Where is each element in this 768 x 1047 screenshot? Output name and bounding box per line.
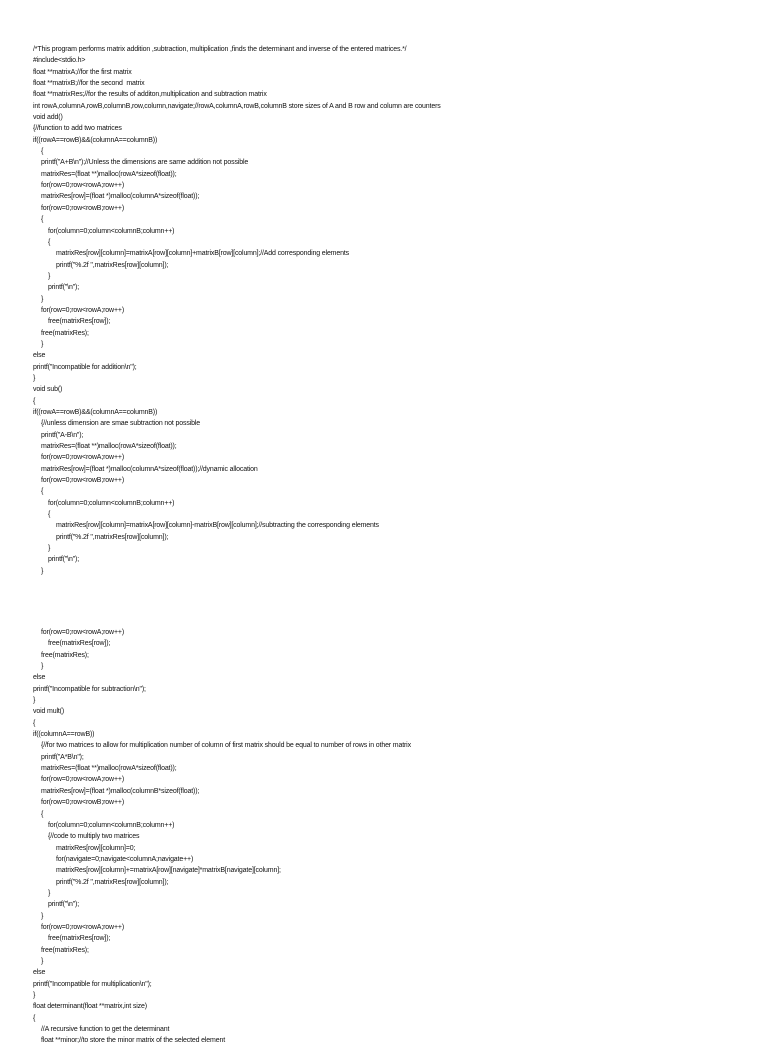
code-line: printf("Incompatible for multiplication\n"); bbox=[33, 980, 152, 988]
code-line: for(column=0;column<columnB;column++) bbox=[48, 821, 175, 829]
code-line: for(row=0;row<rowB;row++) bbox=[41, 477, 125, 485]
code-line: matrixRes[row][column]+=matrixA[row][navigate]*matrixB[navigate][column]; bbox=[56, 867, 281, 875]
code-line: for(column=0;column<columnB;column++) bbox=[48, 227, 175, 235]
code-block-bottom bbox=[33, 627, 753, 1047]
code-line: } bbox=[41, 912, 44, 920]
code-block-top bbox=[33, 44, 753, 577]
code-line: else bbox=[33, 352, 46, 360]
code-line: matrixRes[row]=(float *)malloc(columnB*sizeof(float)); bbox=[41, 787, 200, 795]
code-line: {//code to multiply two matrices bbox=[48, 833, 140, 841]
code-line: { bbox=[41, 216, 44, 224]
code-line: matrixRes=(float **)malloc(rowA*sizeof(float)); bbox=[41, 443, 177, 451]
code-line: #include<stdio.h> bbox=[33, 57, 86, 65]
code-line: } bbox=[33, 374, 36, 382]
code-line: { bbox=[48, 511, 51, 519]
code-line: for(row=0;row<rowB;row++) bbox=[41, 799, 125, 807]
code-line: { bbox=[33, 1014, 36, 1022]
code-line: printf("\n"); bbox=[48, 284, 80, 292]
code-line: { bbox=[33, 719, 36, 727]
code-line: for(row=0;row<rowA;row++) bbox=[41, 776, 125, 784]
code-line: printf("\n"); bbox=[48, 556, 80, 564]
code-line: float **matrixRes;//for the results of additon,multiplication and subtraction matrix bbox=[33, 91, 267, 99]
code-line: printf("%.2f ",matrixRes[row][column]); bbox=[56, 533, 169, 541]
code-line: matrixRes=(float **)malloc(rowA*sizeof(float)); bbox=[41, 765, 177, 773]
code-line: else bbox=[33, 969, 46, 977]
code-line: free(matrixRes); bbox=[41, 329, 89, 337]
code-line: free(matrixRes); bbox=[41, 946, 89, 954]
code-line: } bbox=[41, 295, 44, 303]
code-line: } bbox=[41, 567, 44, 575]
code-line: void sub() bbox=[33, 386, 63, 394]
code-line: printf("Incompatible for addition\n"); bbox=[33, 363, 137, 371]
code-line: printf("%.2f ",matrixRes[row][column]); bbox=[56, 878, 169, 886]
code-line: { bbox=[33, 397, 36, 405]
code-line: if((rowA==rowB)&&(columnA==columnB)) bbox=[33, 136, 158, 144]
code-line: printf("A+B\n");//Unless the dimensions are same addition not possible bbox=[41, 159, 249, 167]
code-line: free(matrixRes[row]); bbox=[48, 640, 111, 648]
code-line: for(row=0;row<rowA;row++) bbox=[41, 182, 125, 190]
code-line: {//unless dimension are smae subtraction not possible bbox=[41, 420, 200, 428]
code-line: int rowA,columnA,rowB,columnB,row,column,navigate;//rowA,columnA,rowB,columnB store sizes of A and B row and column are counters bbox=[33, 102, 441, 110]
code-line: free(matrixRes); bbox=[41, 651, 89, 659]
code-line: float **matrixA;//for the first matrix bbox=[33, 68, 132, 76]
code-line: for(row=0;row<rowA;row++) bbox=[41, 454, 125, 462]
code-line: for(navigate=0;navigate<columnA;navigate++) bbox=[56, 855, 194, 863]
code-line: for(row=0;row<rowB;row++) bbox=[41, 204, 125, 212]
code-line: matrixRes[row][column]=0; bbox=[56, 844, 136, 852]
code-line: free(matrixRes[row]); bbox=[48, 318, 111, 326]
code-line: float **matrixB;//for the second matrix bbox=[33, 80, 145, 88]
code-line: if((columnA==rowB)) bbox=[33, 731, 95, 739]
code-line: } bbox=[41, 340, 44, 348]
code-line: printf("A*B\n"); bbox=[41, 753, 84, 761]
code-line: matrixRes[row]=(float *)malloc(columnA*sizeof(float)); bbox=[41, 193, 200, 201]
code-line: {//for two matrices to allow for multiplication number of column of first matrix should be equal to number of rows in other matrix bbox=[41, 742, 411, 750]
code-line: //A recursive function to get the determinant bbox=[41, 1026, 170, 1034]
code-line: /*This program performs matrix addition ,subtraction, multiplication ,finds the determinant and inverse of the entered matrices.*/ bbox=[33, 46, 407, 53]
code-line: free(matrixRes[row]); bbox=[48, 935, 111, 943]
code-line: matrixRes=(float **)malloc(rowA*sizeof(float)); bbox=[41, 170, 177, 178]
code-line: matrixRes[row][column]=matrixA[row][column]-matrixB[row][column];//subtracting the corresponding elements bbox=[56, 522, 379, 530]
code-line: { bbox=[41, 810, 44, 818]
code-line: printf("Incompatible for subtraction\n"); bbox=[33, 685, 146, 693]
code-line: { bbox=[41, 488, 44, 496]
code-line: printf("\n"); bbox=[48, 901, 80, 909]
code-line: void add() bbox=[33, 114, 63, 122]
code-line: void mult() bbox=[33, 708, 65, 716]
code-line: } bbox=[33, 992, 36, 999]
code-line: if((rowA==rowB)&&(columnA==columnB)) bbox=[33, 409, 158, 416]
code-line: } bbox=[48, 889, 51, 897]
code-line: float determinant(float **matrix,int size) bbox=[33, 1003, 147, 1011]
code-line: } bbox=[33, 697, 36, 705]
code-line: } bbox=[48, 545, 51, 553]
code-line: printf("A-B\n"); bbox=[41, 431, 84, 439]
code-line: for(row=0;row<rowA;row++) bbox=[41, 923, 125, 931]
code-line: { bbox=[41, 148, 44, 156]
code-line: for(row=0;row<rowA;row++) bbox=[41, 306, 125, 314]
code-line: else bbox=[33, 674, 46, 682]
code-line: for(column=0;column<columnB;column++) bbox=[48, 499, 175, 507]
code-line: { bbox=[48, 238, 51, 246]
code-line: matrixRes[row]=(float *)malloc(columnA*sizeof(float));//dynamic allocation bbox=[41, 465, 258, 473]
code-line: } bbox=[48, 272, 51, 280]
code-line: for(row=0;row<rowA;row++) bbox=[41, 629, 125, 636]
code-line: {//function to add two matrices bbox=[33, 125, 122, 133]
code-line: } bbox=[41, 957, 44, 965]
code-line: float **minor;//to store the minor matrix of the selected element bbox=[41, 1037, 226, 1045]
code-line: matrixRes[row][column]=matrixA[row][column]+matrixB[row][column];//Add corresponding elements bbox=[56, 250, 349, 258]
code-line: } bbox=[41, 663, 44, 671]
code-line: printf("%.2f ",matrixRes[row][column]); bbox=[56, 261, 169, 269]
